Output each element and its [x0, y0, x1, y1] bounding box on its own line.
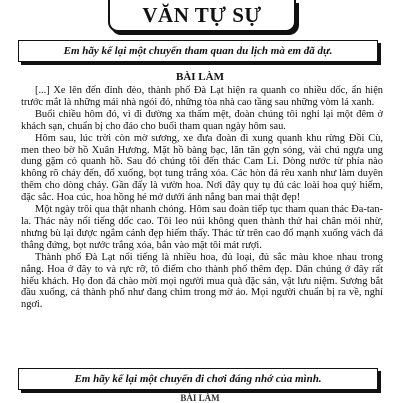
- next-heading-partial: BÀI LÀM: [180, 393, 220, 403]
- paragraph: Thành phố Đà Lạt nổi tiếng là nhiều hoa, đủ loại, đủ sắc màu khoe nhau trong nắng. Hoa ở đây to và rực rỡ, tô điểm cho thành phố thêm đẹp. Dân chúng ở đây rất hiếu khách. Họ đon đả chào mời mọi người mua quà đặc sản, vật lưu niệm. Sương bắt đầu xuống, cả thành phố như đang chìm trong mờ ảo. Mọi người chuẩn bị ra về, nghỉ ngơi.: [21, 251, 383, 311]
- section-title-box: [108, 0, 296, 32]
- paragraph: Hôm sau, lúc trời còn mờ sương, xe đưa đoàn đi xung quanh khu rừng Đồi Cù, men theo bờ hồ Xuân Hương. Mặt hồ bàng bạc, lăn tăn gợn sóng, vài chú ngựa ung dung gặm cỏ quanh hồ. Sau đó chúng tôi đến thác Cam Li. Dòng nước từ phía nào không rõ chảy đến, đổ xuống, bọt tung trắng xóa. Các hòn đá rêu xanh như làm duyên thêm cho dòng chảy. Gần đấy là vườn hoa. Nơi đây quy tụ đủ các loài hoa quý hiếm, đặc sắc. Hoa cúc, hoa hồng hé mở dưới ánh nắng ban mai thật đẹp!: [21, 132, 383, 204]
- essay-heading: BÀI LÀM: [176, 71, 224, 83]
- next-essay-prompt: [18, 368, 378, 390]
- section-title: VĂN TỰ SỰ: [142, 2, 262, 27]
- paragraph: Một ngày trôi qua thật nhanh chóng. Hôm sau đoàn tiếp tục tham quan thác Đa-tan-la. Thác này nổi tiếng dốc cao. Tôi leo núi không quen thành thử hai chân mỏi nhừ, nhưng bù lại được ngắm cảnh đẹp hiếm thấy. Thác từ trên cao đổ mạnh xuống vách đá thẳng đứng, bọt nước trắng xóa, bắn vào mặt tôi mát rượi.: [21, 204, 383, 251]
- essay-prompt: [18, 40, 378, 62]
- next-essay-prompt-text: Em hãy kể lại một chuyến đi chơi đáng nhớ của mình.: [74, 373, 322, 385]
- essay-body: [21, 85, 383, 311]
- paragraph: [...] Xe lên đến đỉnh đèo, thành phố Đà Lạt hiện ra quanh co nhiều dốc, ẩn hiện trước mắt là những mái nhà ngói đỏ, những tòa nhà cao tầng sau những vòm lá xanh.: [21, 85, 383, 108]
- paragraph: Buổi chiều hôm đó, vì đi đường xa thấm mệt, đoàn chúng tôi nghỉ lại một đêm ở khách sạn, chuẩn bị cho đáo cho buổi tham quan ngày hôm sau.: [21, 108, 383, 132]
- essay-prompt-text: Em hãy kể lại một chuyến tham quan du lịch mà em đã dự.: [63, 45, 333, 57]
